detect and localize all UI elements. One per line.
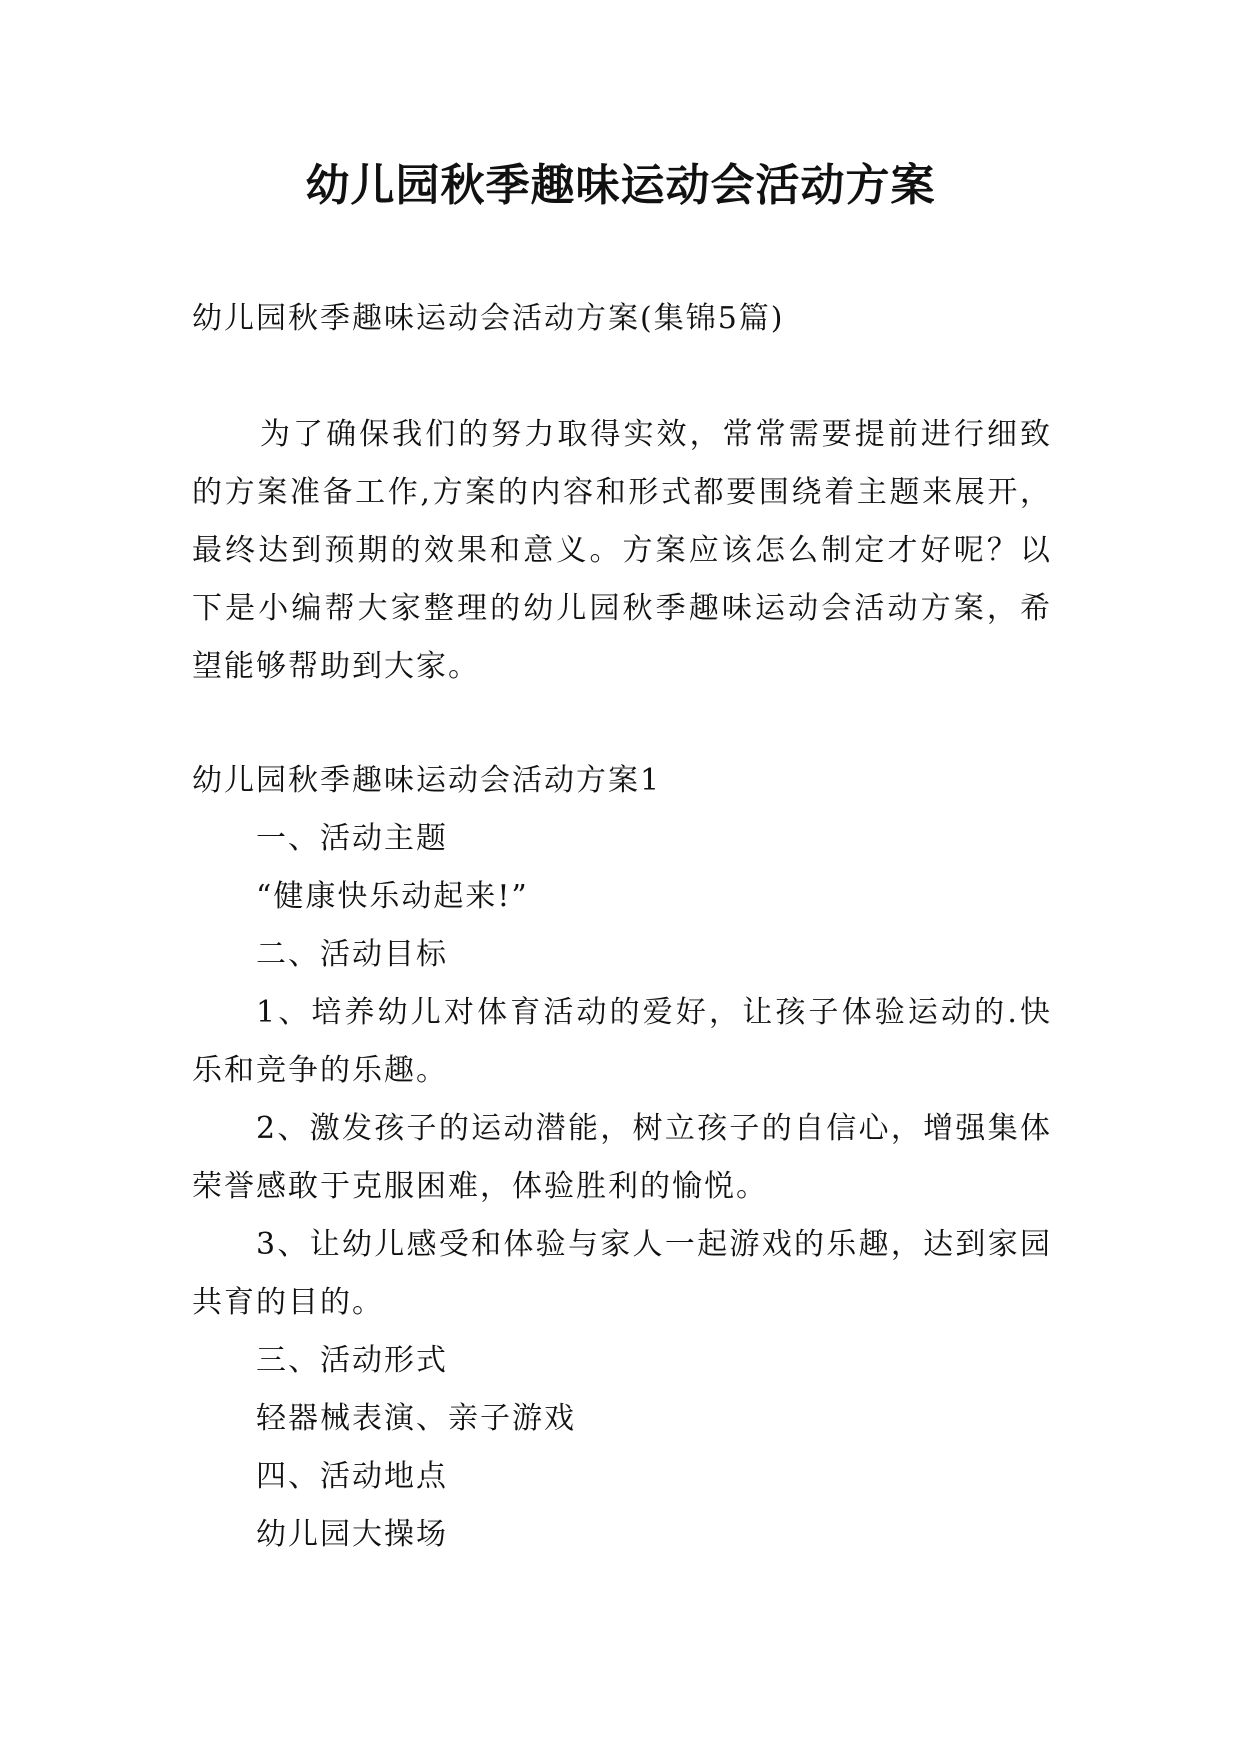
section-line: 轻器械表演、亲子游戏 xyxy=(256,1401,576,1436)
section-line: “健康快乐动起来!” xyxy=(256,879,529,914)
section-line: 二、活动目标 xyxy=(256,937,448,972)
document-title: 幼儿园秋季趣味运动会活动方案 xyxy=(305,160,936,211)
section-line: 三、活动形式 xyxy=(256,1343,448,1378)
section-1 xyxy=(192,752,1052,1564)
section-line: 3、让幼儿感受和体验与家人一起游戏的乐趣，达到家园共育的目的。 xyxy=(192,1227,1052,1320)
section-line: 幼儿园大操场 xyxy=(256,1517,448,1552)
section-line: 四、活动地点 xyxy=(256,1459,448,1494)
section-line: 1、培养幼儿对体育活动的爱好，让孩子体验运动的.快乐和竞争的乐趣。 xyxy=(192,995,1052,1088)
section-line: 一、活动主题 xyxy=(256,821,448,856)
document-subtitle: 幼儿园秋季趣味运动会活动方案(集锦5篇) xyxy=(192,301,785,336)
intro-paragraph: 为了确保我们的努力取得实效，常常需要提前进行细致的方案准备工作,方案的内容和形式都要围绕着主题来展开，最终达到预期的效果和意义。方案应该怎么制定才好呢？以下是小编帮大家整理的幼儿园秋季趣味运动会活动方案，希望能够帮助到大家。 xyxy=(192,417,1052,684)
section-heading: 幼儿园秋季趣味运动会活动方案1 xyxy=(192,763,662,798)
section-line: 2、激发孩子的运动潜能，树立孩子的自信心，增强集体荣誉感敢于克服困难，体验胜利的愉悦。 xyxy=(192,1111,1052,1204)
